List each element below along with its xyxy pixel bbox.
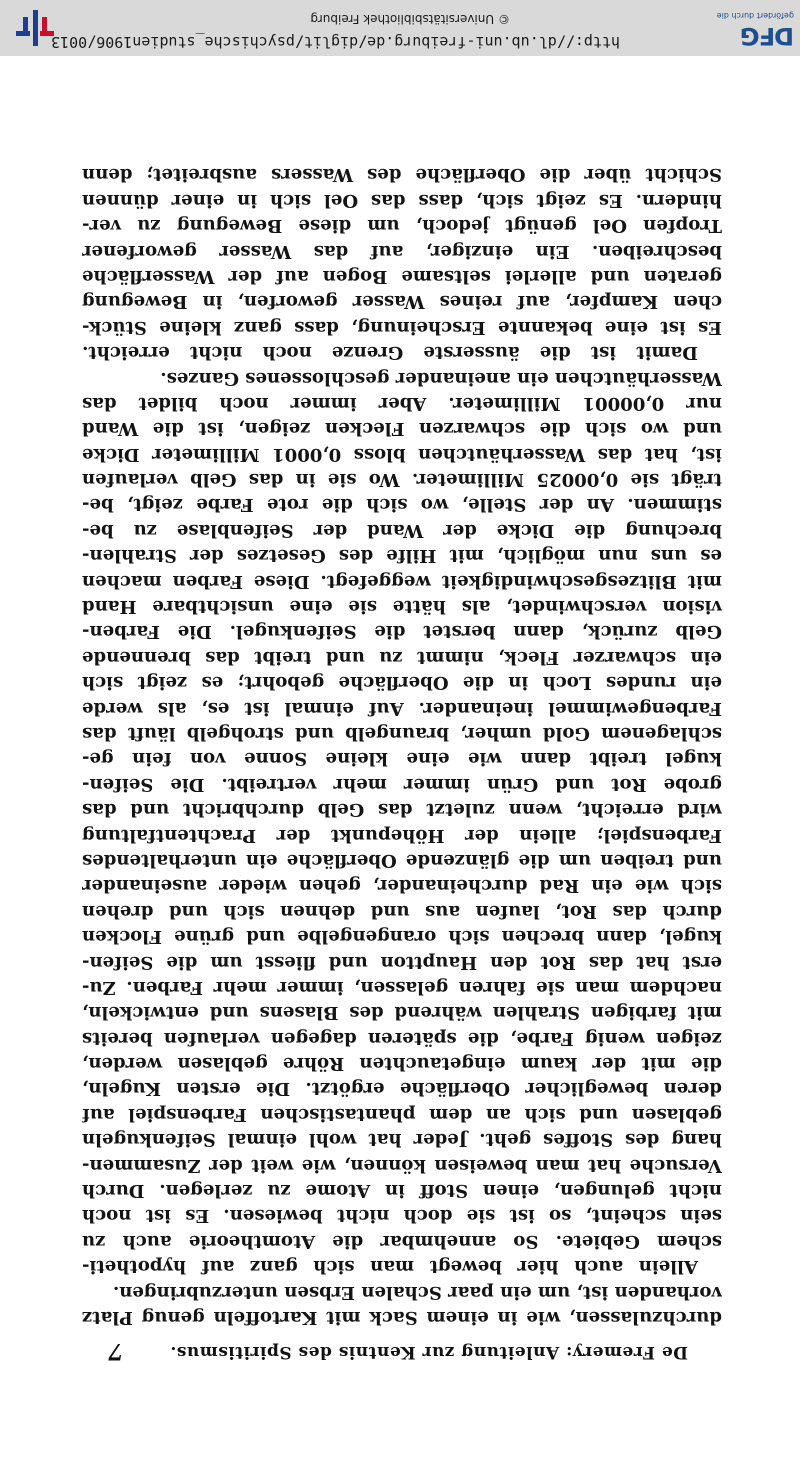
scanned-page bbox=[0, 56, 800, 1472]
text-line: ein schwarzer Fleck, nimmt zu und treibt das brennende bbox=[82, 646, 722, 668]
text-line: Allein auch hier bewegt man sich ganz auf hypotheti- bbox=[82, 1256, 698, 1278]
text-line: sein scheint, so ist sie doch nicht bewiesen. Es ist noch bbox=[82, 1205, 722, 1227]
text-line: Farbenspiel; allein der Höhepunkt der Prachtentfaltung bbox=[82, 824, 722, 846]
dfg-logo-icon bbox=[716, 6, 794, 50]
text-line: geraten und allerlei seltsame Bogen auf der Wasserfläche bbox=[82, 265, 722, 287]
text-line: deren beweglicher Oberfläche ergötzt. Die ersten Kugeln, bbox=[82, 1078, 722, 1100]
text-line: Versuche hat man beweisen können, wie weit der Zusammen- bbox=[82, 1154, 722, 1176]
text-line: Tropfen Oel genügt jedoch, um diese Bewegung zu ver- bbox=[82, 215, 722, 237]
body-text bbox=[82, 162, 722, 1330]
text-line: vorhanden ist, um ein paar Schalen Erbsen unterzubringen. bbox=[112, 1281, 722, 1303]
text-line: mit Blitzesgeschwindigkeit weggefegt. Diese Farben machen bbox=[82, 570, 722, 592]
text-line: hindern. Es zeigt sich, dass das Oel sich in einer dünnen bbox=[82, 189, 722, 211]
text-line: hang des Stoffes geht. Jeder hat wohl einmal Seifenkugeln bbox=[82, 1129, 722, 1151]
text-line: Farbengewimmel ineinander. Auf einmal ist es, als werde bbox=[82, 697, 722, 719]
text-line: Gelb zurück, dann berstet die Seifenkugel. Die Farben- bbox=[82, 621, 722, 643]
text-line: Schicht über die Oberfläche des Wassers ausbreitet; denn bbox=[82, 164, 722, 186]
text-line: erst hat das Rot den Hauptton und fliesst um die Seifen- bbox=[82, 951, 722, 973]
dfg-wordmark: DFG bbox=[740, 22, 794, 50]
text-line: es uns nun möglich, mit Hilfe des Gesetzes der Strahlen- bbox=[82, 545, 722, 567]
text-line: die mit der kaum eingetauchten Röhre geblasen werden, bbox=[82, 1053, 722, 1075]
page-header bbox=[108, 1332, 688, 1362]
text-line: grobe Rot und Grün immer mehr vertreibt. Die Seifen- bbox=[82, 773, 722, 795]
page-number: 7 bbox=[108, 1338, 124, 1364]
text-line: und treiben um die glänzende Oberfläche ein unterhaltendes bbox=[82, 849, 722, 871]
text-line: schlagenem Gold umher, braungelb und strohgelb läuft das bbox=[82, 723, 722, 745]
text-line: trägt sie 0,00025 Millimeter. Wo sie in das Gelb verlaufen bbox=[82, 469, 722, 491]
footer-copyright: © Universitätsbibliothek Freiburg bbox=[310, 12, 510, 26]
text-line: wird erreicht, wenn zuletzt das Gelb durchbricht und das bbox=[82, 799, 722, 821]
text-line: durch das Rot, laufen aus und dehnen sich und drehen bbox=[82, 900, 722, 922]
text-line: Es ist eine bekannte Erscheinung, dass ganz kleine Stück- bbox=[82, 316, 722, 338]
text-line: schem Gebiete. So annehmbar die Atomtheorie auch zu bbox=[82, 1230, 722, 1252]
footer-bar bbox=[0, 0, 800, 56]
running-title: De Fremery: Anleitung zur Kentnis des Spiritismus. bbox=[169, 1342, 688, 1362]
text-line: zeigen wenig Farbe, die späteren dagegen verlaufen bereits bbox=[82, 1027, 722, 1049]
text-line: stimmen. An der Stelle, wo sich die rote Farbe zeigt, be- bbox=[82, 494, 722, 516]
text-line: Damit ist die äusserste Grenze noch nicht erreicht. bbox=[82, 342, 698, 364]
text-line: vision verschwindet, als hätte sie eine unsichtbare Hand bbox=[82, 596, 722, 618]
text-line: Wasserhäutchen ein aneinander geschlossenes Ganzes. bbox=[160, 367, 722, 389]
text-line: kugel treibt dann wie eine kleine Sonne von fein ge- bbox=[82, 748, 722, 770]
footer-url-link[interactable]: http://dl.ub.uni-freiburg.de/diglit/psychische_studien1906/0013 bbox=[51, 33, 620, 51]
text-line: brechung die Dicke der Wand der Seifenblase zu be- bbox=[82, 519, 722, 541]
text-line: sich wie ein Rad durcheinander, gehen wieder auseinander bbox=[82, 875, 722, 897]
text-line: durchzulassen, wie in einem Sack mit Kartoffeln genug Platz bbox=[82, 1307, 722, 1328]
text-line: mit farbigen Strahlen während des Blasens und entwickeln, bbox=[82, 1002, 722, 1024]
text-line: geblasen und sich an dem phantastischen Farbenspiel auf bbox=[82, 1103, 722, 1125]
text-line: kugel, dann brechen sich orangengelbe und grüne Flocken bbox=[82, 926, 722, 948]
text-line: beschreiben. Ein einziger, auf das Wasser geworfener bbox=[82, 240, 722, 262]
dfg-subtext: gefördert durch die bbox=[716, 11, 794, 20]
text-line: nicht gelungen, einen Stoff in Atome zu zerlegen. Durch bbox=[82, 1180, 722, 1202]
text-line: und wo sich die schwarzen Flecken zeigen, ist die Wand bbox=[82, 418, 722, 440]
text-line: nur 0,00001 Millimeter. Aber immer noch bildet das bbox=[82, 392, 722, 414]
text-line: ist, hat das Wasserhäutchen bloss 0,0001 Millimeter Dicke bbox=[82, 443, 722, 465]
text-line: chen Kampfer, auf reines Wasser geworfen, in Bewegung bbox=[82, 291, 722, 313]
text-line: nachdem man sie fahren gelassen, immer mehr Farben. Zu- bbox=[82, 976, 722, 998]
text-line: ein rundes Loch in die Oberfläche gebohrt; es zeigt sich bbox=[82, 672, 722, 694]
